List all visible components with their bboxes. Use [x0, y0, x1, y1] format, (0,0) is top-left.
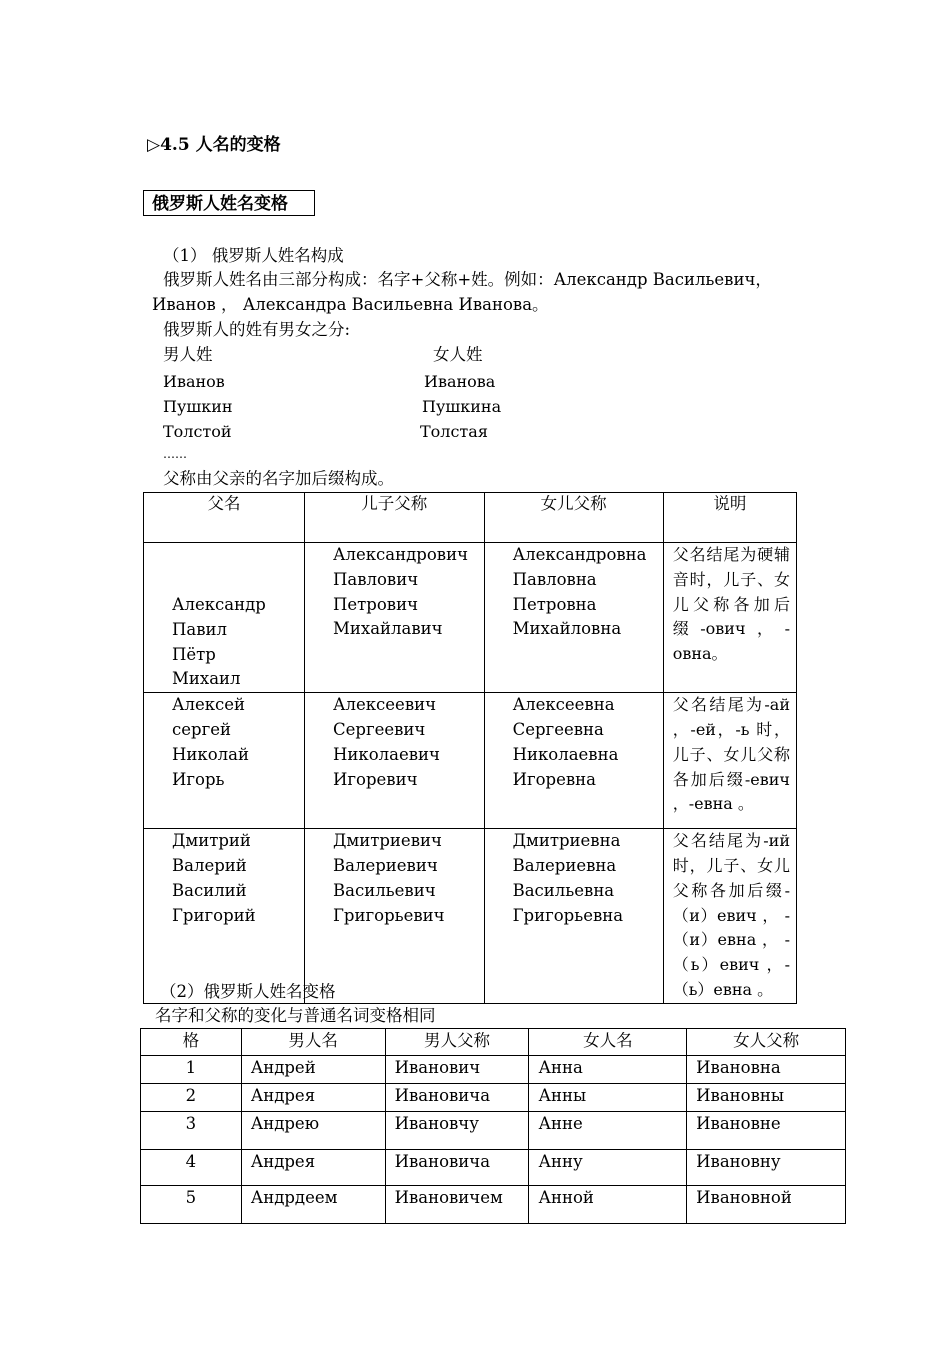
- female-surname-header: 女人姓: [433, 345, 483, 364]
- case-number: 2: [141, 1084, 242, 1112]
- daughter-patronymic: Игоревна: [512, 769, 597, 789]
- header-female-name: 女人名: [529, 1029, 687, 1056]
- father-name: Александр: [172, 595, 266, 614]
- son-patronymic: Павлович: [333, 569, 419, 589]
- table-row: [141, 1150, 846, 1186]
- header-male-patronymic: 男人父称: [385, 1029, 529, 1056]
- son-patronymic: Валериевич: [333, 855, 438, 875]
- male-patronymic-form: Ивановича: [385, 1084, 529, 1112]
- case-number: 3: [141, 1112, 242, 1150]
- son-patronymics-cell: [305, 829, 485, 1004]
- male-surname: Толстой: [163, 422, 232, 441]
- case-number: 1: [141, 1056, 242, 1084]
- explanation-cell: 父名结尾为-ай ，-ей，-ь 时，儿子、女儿父称各加后缀-евич ，-евна 。: [663, 693, 796, 829]
- father-name: Пётр: [172, 644, 216, 664]
- daughter-patronymic: Сергеевна: [512, 719, 604, 739]
- daughter-patronymic: Алексеевна: [512, 695, 615, 715]
- daughter-patronymics-cell: [484, 693, 663, 829]
- father-name: Дмитрий: [172, 831, 251, 851]
- part2-intro: 名字和父称的变化与普通名词变格相同: [155, 1006, 436, 1025]
- header-son-patronymic: 儿子父称: [305, 493, 485, 543]
- female-name-form: Анну: [529, 1150, 687, 1186]
- explanation-cell: 父名结尾为硬辅音时，儿子、女儿父称各加后缀-ович，-овна。: [663, 543, 796, 693]
- male-patronymic-form: Ивановчу: [385, 1112, 529, 1150]
- male-patronymic-form: Ивановича: [385, 1150, 529, 1186]
- female-name-form: Анной: [529, 1186, 687, 1224]
- father-name: Алексей: [172, 695, 246, 715]
- table-row: [141, 1056, 846, 1084]
- father-names-cell: [144, 829, 305, 1004]
- male-name-form: Андрея: [241, 1150, 385, 1186]
- patronymic-intro: 父称由父亲的名字加后缀构成。: [163, 469, 394, 488]
- header-case: 格: [141, 1029, 242, 1056]
- part2-heading: （2）俄罗斯人姓名变格: [160, 982, 336, 1001]
- son-patronymics-cell: [305, 693, 485, 829]
- son-patronymic: Игоревич: [333, 769, 418, 789]
- table-header-row: [141, 1029, 846, 1056]
- daughter-patronymic: Михайловна: [512, 619, 622, 639]
- male-patronymic-form: Иванович: [385, 1056, 529, 1084]
- female-name-form: Анне: [529, 1112, 687, 1150]
- daughter-patronymic: Петровна: [512, 594, 597, 614]
- female-patronymic-form: Ивановне: [687, 1112, 846, 1150]
- male-name-form: Андрея: [241, 1084, 385, 1112]
- son-patronymic: Петрович: [333, 594, 418, 614]
- case-number: 5: [141, 1186, 242, 1224]
- son-patronymic: Александрович: [333, 545, 468, 564]
- son-patronymic: Васильевич: [333, 880, 436, 900]
- header-male-name: 男人名: [241, 1029, 385, 1056]
- male-patronymic-form: Ивановичем: [385, 1186, 529, 1224]
- table-row: [141, 1112, 846, 1150]
- daughter-patronymic: Павловна: [512, 569, 597, 589]
- header-female-patronymic: 女人父称: [687, 1029, 846, 1056]
- case-table: [140, 1028, 846, 1224]
- father-name: Михаил: [172, 669, 241, 689]
- daughter-patronymic: Григорьевна: [512, 905, 624, 925]
- son-patronymics-cell: [305, 543, 485, 693]
- son-patronymic: Алексеевич: [333, 695, 437, 715]
- father-name: Николай: [172, 744, 249, 764]
- son-patronymic: Николаевич: [333, 744, 440, 764]
- father-name: Григорий: [172, 905, 256, 925]
- female-patronymic-form: Ивановну: [687, 1150, 846, 1186]
- patronymic-table: [143, 492, 797, 1004]
- daughter-patronymic: Васильевна: [512, 880, 615, 900]
- father-name: сергей: [172, 719, 231, 739]
- female-name-form: Анны: [529, 1084, 687, 1112]
- female-patronymic-form: Ивановна: [687, 1056, 846, 1084]
- header-father-name: 父名: [144, 493, 305, 543]
- female-patronymic-form: Ивановной: [687, 1186, 846, 1224]
- father-name: Василий: [172, 880, 247, 900]
- daughter-patronymic: Дмитриевна: [512, 831, 621, 851]
- male-surname: Иванов: [163, 372, 225, 391]
- father-names-cell: [144, 693, 305, 829]
- son-patronymic: Сергеевич: [333, 719, 426, 739]
- male-name-form: Андрею: [241, 1112, 385, 1150]
- female-surname: Толстая: [420, 422, 488, 441]
- female-surname: Пушкина: [422, 397, 502, 416]
- male-name-form: Андрей: [241, 1056, 385, 1084]
- daughter-patronymic: Николаевна: [512, 744, 619, 764]
- table-row: [144, 693, 797, 829]
- daughter-patronymics-cell: [484, 543, 663, 693]
- part1-line1: 俄罗斯人姓名由三部分构成：名字+父称+姓。例如：Александр Васильевич，: [163, 270, 772, 289]
- header-daughter-patronymic: 女儿父称: [484, 493, 663, 543]
- ellipsis: ……: [163, 447, 187, 461]
- boxed-heading: 俄罗斯人姓名变格: [143, 190, 315, 216]
- male-name-form: Андрдеем: [241, 1186, 385, 1224]
- son-patronymic: Григорьевич: [333, 905, 445, 925]
- table-row: [144, 829, 797, 1004]
- part1-heading: （1） 俄罗斯人姓名构成: [163, 246, 344, 265]
- table-row: [141, 1084, 846, 1112]
- father-name: Валерий: [172, 855, 247, 875]
- part1-line2: Иванов ， Александра Васильевна Иванова。: [152, 295, 549, 314]
- female-name-form: Анна: [529, 1056, 687, 1084]
- son-patronymic: Михайлавич: [333, 619, 443, 639]
- male-surname-header: 男人姓: [163, 345, 213, 364]
- explanation-cell: 父名结尾为-ий时，儿子、女儿父称各加后缀-（и）евич ， -（и）евна ， -（ь）евич ，-（ь）евна 。: [663, 829, 796, 1004]
- header-explanation: 说明: [663, 493, 796, 543]
- daughter-patronymics-cell: [484, 829, 663, 1004]
- daughter-patronymic: Александровна: [512, 545, 647, 564]
- section-title: ▷4.5 人名的变格: [147, 135, 281, 155]
- son-patronymic: Дмитриевич: [333, 831, 442, 851]
- female-surname: Иванова: [424, 372, 496, 391]
- table-row: [141, 1186, 846, 1224]
- father-name: Павил: [172, 619, 227, 639]
- father-names-cell: [144, 543, 305, 693]
- part1-line3: 俄罗斯人的姓有男女之分:: [163, 320, 351, 339]
- male-surname: Пушкин: [163, 397, 233, 416]
- daughter-patronymic: Валериевна: [512, 855, 617, 875]
- table-row: [144, 543, 797, 693]
- father-name: Игорь: [172, 769, 225, 789]
- female-patronymic-form: Ивановны: [687, 1084, 846, 1112]
- case-number: 4: [141, 1150, 242, 1186]
- table-header-row: [144, 493, 797, 543]
